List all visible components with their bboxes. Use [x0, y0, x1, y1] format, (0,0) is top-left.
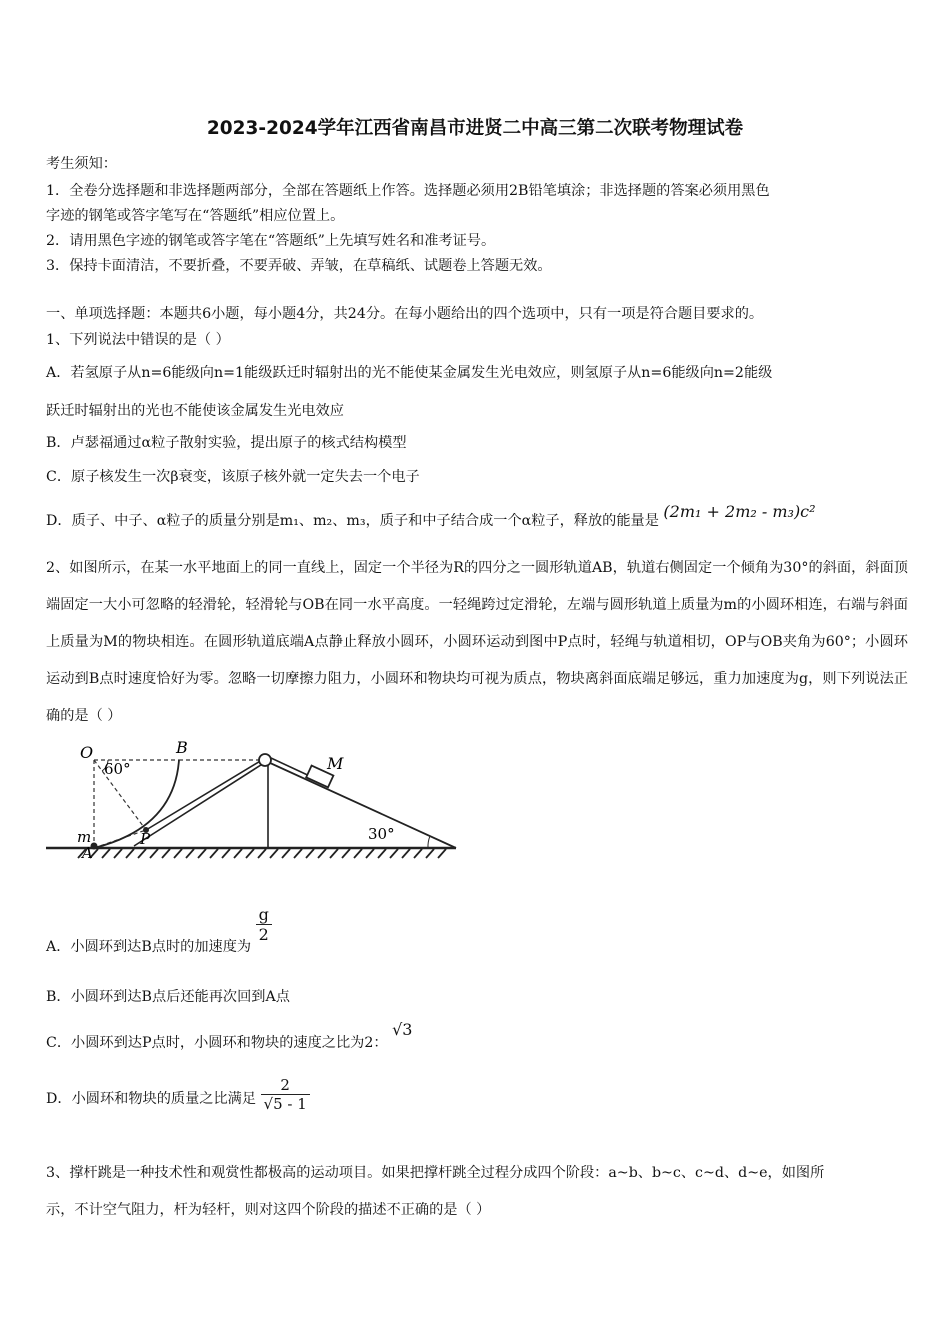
- q2-option-a-fraction: [256, 905, 272, 944]
- q1-option-d-formula: (2m₁ + 2m₂ - m₃)c²: [663, 502, 816, 521]
- fraction-numerator: 2: [280, 1076, 290, 1094]
- q2-option-a-text: A．小圆环到达B点时的加速度为: [46, 938, 252, 955]
- notice-item-2: 2．请用黑色字迹的钢笔或答字笔在“答题纸”上先填写姓名和准考证号。: [46, 233, 496, 249]
- q3-stem-line-1: 3、撑杆跳是一种技术性和观赏性都极高的运动项目。如果把撑杆跳全过程分成四个阶段：a~b、b~c、c~d、d~e，如图所: [46, 1165, 825, 1181]
- notice-heading: 考生须知：: [46, 156, 117, 172]
- incline-left-edge: [134, 763, 264, 846]
- q2-option-a: [46, 905, 272, 955]
- rope-left: [146, 760, 262, 830]
- q1-option-c: C．原子核发生一次β衰变，该原子核外就一定失去一个电子: [46, 469, 420, 485]
- q1-stem: 1、下列说法中错误的是（ ）: [46, 332, 230, 348]
- incline-surface: [268, 762, 456, 848]
- fraction-numerator: g: [256, 905, 272, 925]
- q2-option-d-text: D．小圆环和物块的质量之比满足: [46, 1090, 257, 1107]
- label-60: 60°: [104, 760, 131, 778]
- q2-stem: 2、如图所示，在某一水平地面上的同一直线上，固定一个半径为R的四分之一圆形轨道AB，轨道右侧固定一个倾角为30°的斜面，斜面顶端固定一大小可忽略的轻滑轮，轻滑轮与OB在同一水平高度。一轻绳跨过定滑轮，左端与圆形轨道上质量为m的小圆环相连，右端与斜面上质量为M的物块相连。在圆形轨道底端A点静止释放小圆环，小圆环运动到图中P点时，轻绳与轨道相切，OP与OB夹角为60°；小圆环运动到B点时速度恰好为零。忽略一切摩擦力阻力，小圆环和物块均可视为质点，物块离斜面底端足够远，重力加速度为g，则下列说法正确的是（ ）: [46, 560, 908, 724]
- q2-option-c-formula: √3: [392, 1020, 413, 1039]
- q1-option-d-text: D．质子、中子、α粒子的质量分别是m₁、m₂、m₃，质子和中子结合成一个α粒子，释放的能量是: [46, 513, 659, 529]
- notice-item-1-line-2: 字迹的钢笔或答字笔写在“答题纸”相应位置上。: [46, 208, 345, 224]
- label-m: m: [77, 828, 92, 846]
- pulley-icon: [259, 754, 271, 766]
- label-O: O: [80, 743, 94, 762]
- exam-title: 2023-2024学年江西省南昌市进贤二中高三第二次联考物理试卷: [206, 118, 744, 139]
- q2-option-d: [46, 1076, 310, 1113]
- label-P: P: [140, 830, 151, 848]
- q1-option-a-line-2: 跃迁时辐射出的光也不能使该金属发生光电效应: [46, 403, 344, 419]
- q2-option-c-text: C．小圆环到达P点时，小圆环和物块的速度之比为2：: [46, 1035, 388, 1051]
- notice-item-1-line-1: 1．全卷分选择题和非选择题两部分，全部在答题纸上作答。选择题必须用2B铅笔填涂；非选择题的答案必须用黑色: [46, 183, 770, 199]
- fraction-denominator: 2: [258, 925, 269, 944]
- q1-option-b: B．卢瑟福通过α粒子散射实验，提出原子的核式结构模型: [46, 435, 407, 451]
- q2-figure: [46, 738, 466, 866]
- fraction-denominator: √5 - 1: [261, 1094, 310, 1113]
- q3-stem-line-2: 示，不计空气阻力，杆为轻杆，则对这四个阶段的描述不正确的是（ ）: [46, 1202, 491, 1218]
- label-A: A: [82, 844, 93, 862]
- label-M: M: [327, 754, 344, 773]
- q2-option-b: B．小圆环到达B点后还能再次回到A点: [46, 989, 290, 1005]
- angle-30-arc: [428, 836, 430, 848]
- q2-option-d-fraction: [261, 1076, 310, 1113]
- section-heading: 一、单项选择题：本题共6小题，每小题4分，共24分。在每小题给出的四个选项中，只有一项是符合题目要求的。: [46, 306, 764, 322]
- label-B: B: [176, 738, 188, 757]
- q2-option-c: [46, 1020, 413, 1051]
- label-30: 30°: [368, 825, 395, 843]
- q1-option-a-line-1: A．若氢原子从n=6能级向n=1能级跃迁时辐射出的光不能使某金属发生光电效应，则氢原子从n=6能级向n=2能级: [46, 365, 773, 381]
- notice-item-3: 3．保持卡面清洁，不要折叠，不要弄破、弄皱，在草稿纸、试题卷上答题无效。: [46, 258, 552, 274]
- ground-hatching: [78, 849, 446, 858]
- q1-option-d: [46, 502, 816, 530]
